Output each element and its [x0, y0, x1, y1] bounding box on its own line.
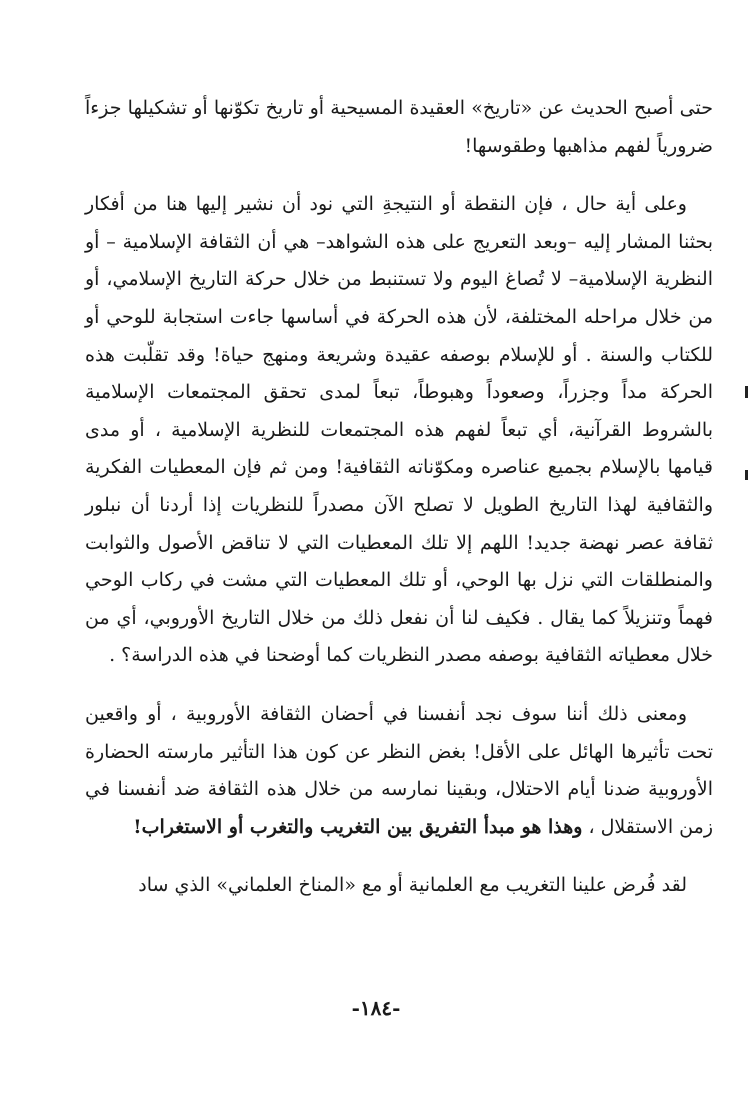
paragraph-1 [85, 90, 713, 165]
paragraph-3-text: ومعنى ذلك أننا سوف نجد أنفسنا في أحضان الثقافة الأوروبية ، أو واقعين تحت تأثيرها الهائل على الأقل! بغض النظر عن كون هذا التأثير مارسته الحضارة الأوروبية ضدنا أيام الاحتلال، وبقينا نمارسه من خلال هذه الثقافة ضد أنفسنا في زمن الاستقلال ، [85, 702, 713, 838]
paragraph-2-text: وعلى أية حال ، فإن النقطة أو النتيجةِ التي نود أن نشير إليها هنا من أفكار بحثنا المشار إليه –وبعد التعريج على هذه الشواهد– هي أن الثقافة الإسلامية – أو النظرية الإسلامية– لا تُصاغ اليوم ولا تستنبط من خلال حركة التاريخ الإسلامي، أو من خلال مراحله المختلفة، لأن هذه الحركة في أساسها جاءت استجابة للوحي أو للكتاب والسنة . أو للإسلام بوصفه عقيدة وشريعة ومنهج حياة! وقد تقلّبت هذه الحركة مداً وجزراً، وصعوداً وهبوطاً، تبعاً لمدى تحقق المجتمعات الإسلامية بالشروط القرآنية، أي تبعاً لفهم هذه المجتمعات للنظرية الإسلامية ، أو مدى قيامها بالإسلام بجميع عناصره ومكوّناته الثقافية! ومن ثم فإن المعطيات الفكرية والثقافية لهذا التاريخ الطويل لا تصلح الآن مصدراً للنظريات إذا أردنا أن نبلور ثقافة عصر نهضة جديد! اللهم إلا تلك المعطيات التي لا تناقض الأصول والثوابت والمنطلقات التي نزل بها الوحي، أو تلك المعطيات التي مشت في ركاب الوحي فهماً وتنزيلاً كما يقال . فكيف لنا أن نفعل ذلك من خلال التاريخ الأوروبي، أي من خلال معطياته الثقافية بوصفه مصدر النظريات كما أوضحنا في هذه الدراسة؟ . [85, 193, 713, 667]
paragraph-1-text: حتى أصبح الحديث عن «تاريخ» العقيدة المسيحية أو تاريخ تكوّنها أو تشكيلها جزءاً ضرورياً لفهم مذاهبها وطقوسها! [85, 97, 713, 157]
page-number: -١٨٤- [351, 996, 401, 1020]
margin-mark [745, 386, 748, 398]
page-body [85, 90, 713, 905]
paragraph-3-bold-text: وهذا هو مبدأ التفريق بين التغريب والتغرب أو الاستغراب! [133, 815, 583, 838]
margin-mark [745, 470, 748, 480]
paragraph-2 [85, 186, 713, 675]
paragraph-4 [85, 867, 713, 905]
paragraph-4-text: لقد فُرض علينا التغريب مع العلمانية أو مع «المناخ العلماني» الذي ساد [138, 874, 687, 897]
paragraph-3 [85, 696, 713, 846]
